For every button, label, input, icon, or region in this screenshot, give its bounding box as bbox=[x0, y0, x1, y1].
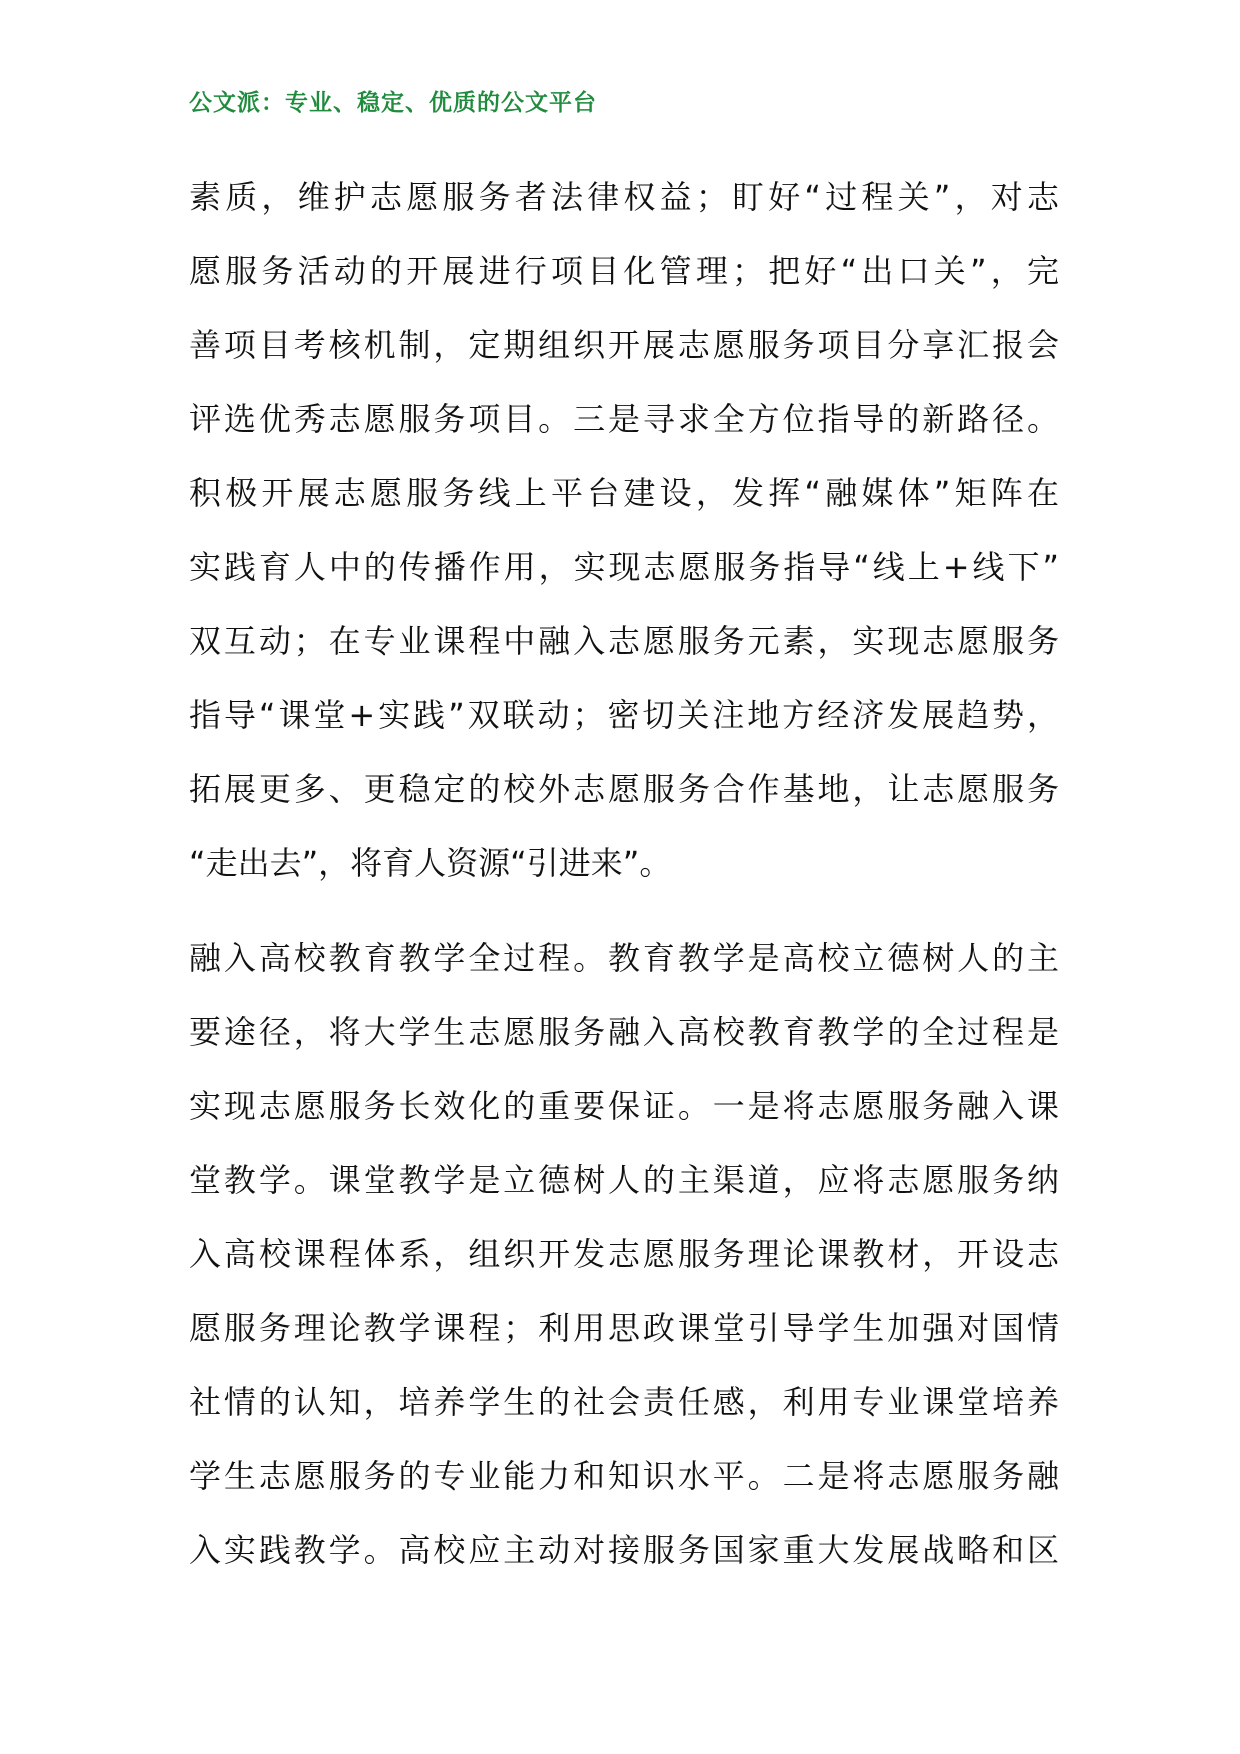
text-line: 实践育人中的传播作用，实现志愿服务指导“线上+线下” bbox=[189, 548, 1059, 586]
text-line: “走出去”，将育人资源“引进来”。 bbox=[189, 844, 672, 882]
text-line: 评选优秀志愿服务项目。三是寻求全方位指导的新路径。 bbox=[189, 400, 1059, 438]
text-line: 要途径，将大学生志愿服务融入高校教育教学的全过程是 bbox=[189, 1013, 1059, 1051]
text-line: 社情的认知，培养学生的社会责任感，利用专业课堂培养 bbox=[189, 1383, 1059, 1421]
text-line: 积极开展志愿服务线上平台建设，发挥“融媒体”矩阵在 bbox=[189, 474, 1059, 512]
text-line: 素质，维护志愿服务者法律权益；盯好“过程关”，对志 bbox=[189, 178, 1059, 216]
text-line: 入实践教学。高校应主动对接服务国家重大发展战略和区 bbox=[189, 1531, 1059, 1569]
text-line: 愿服务理论教学课程；利用思政课堂引导学生加强对国情 bbox=[189, 1309, 1059, 1347]
text-line: 善项目考核机制，定期组织开展志愿服务项目分享汇报会 bbox=[189, 326, 1059, 364]
page-header: 公文派：专业、稳定、优质的公文平台 bbox=[189, 89, 597, 116]
text-line: 愿服务活动的开展进行项目化管理；把好“出口关”，完 bbox=[189, 252, 1059, 290]
text-line: 实现志愿服务长效化的重要保证。一是将志愿服务融入课 bbox=[189, 1087, 1059, 1125]
text-line: 拓展更多、更稳定的校外志愿服务合作基地，让志愿服务 bbox=[189, 770, 1059, 808]
text-line: 融入高校教育教学全过程。教育教学是高校立德树人的主 bbox=[189, 939, 1059, 977]
text-line: 入高校课程体系，组织开发志愿服务理论课教材，开设志 bbox=[189, 1235, 1059, 1273]
text-line: 学生志愿服务的专业能力和知识水平。二是将志愿服务融 bbox=[189, 1457, 1059, 1495]
text-line: 堂教学。课堂教学是立德树人的主渠道，应将志愿服务纳 bbox=[189, 1161, 1059, 1199]
text-line: 指导“课堂+实践”双联动；密切关注地方经济发展趋势， bbox=[189, 696, 1059, 734]
text-line: 双互动；在专业课程中融入志愿服务元素，实现志愿服务 bbox=[189, 622, 1059, 660]
